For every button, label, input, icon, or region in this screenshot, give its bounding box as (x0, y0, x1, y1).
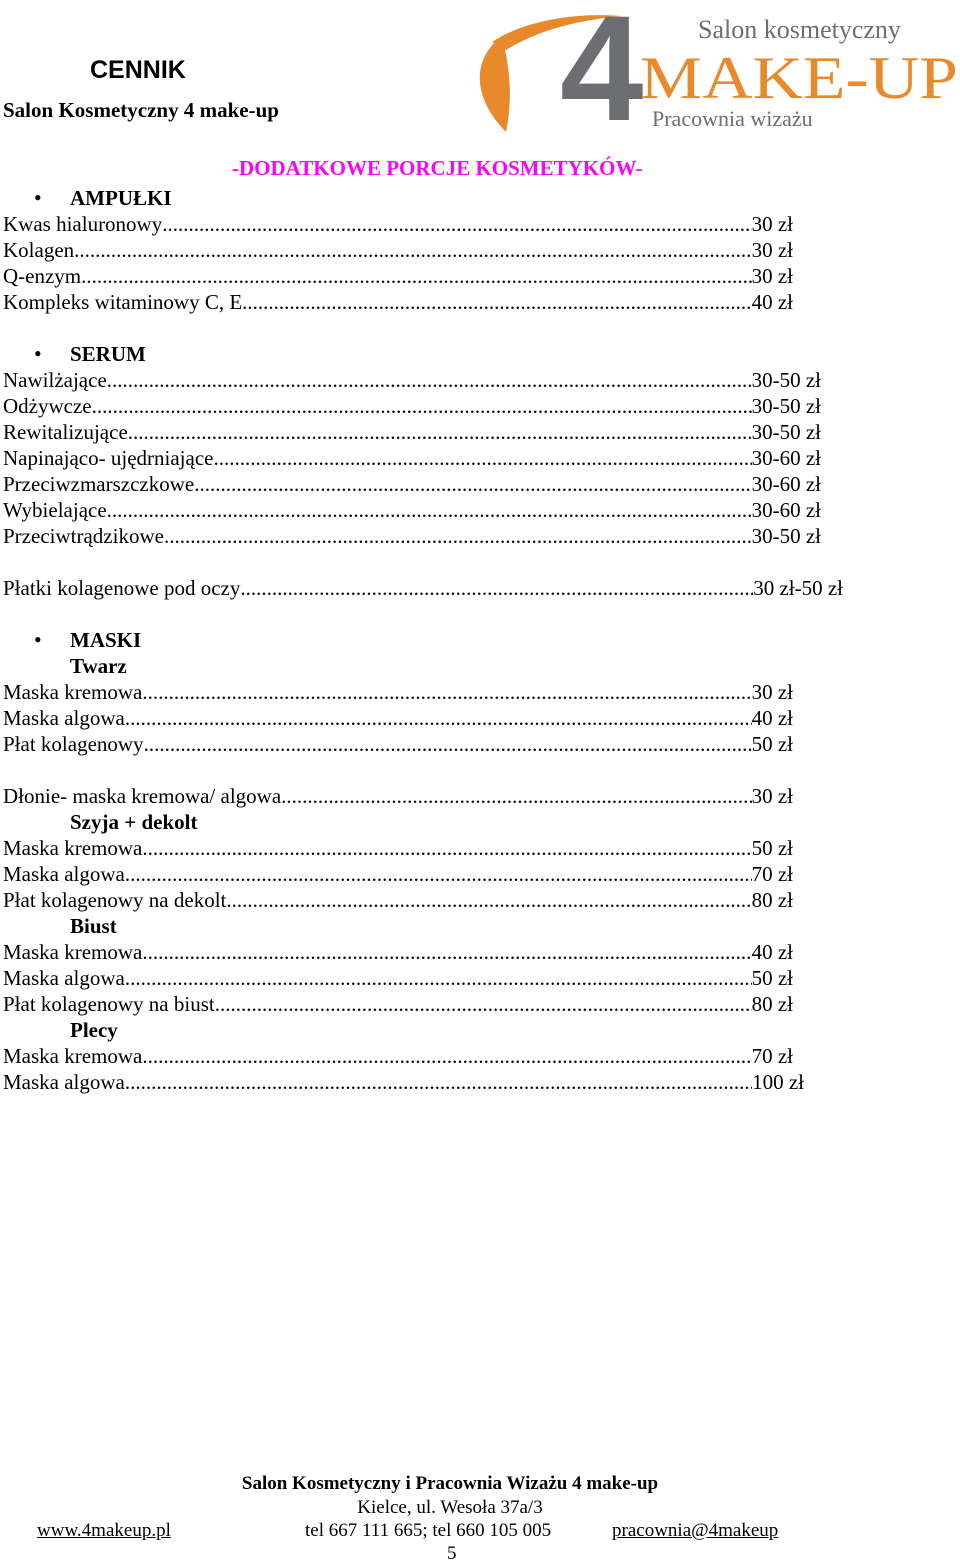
plecy-subheading: Plecy (70, 1018, 118, 1042)
price-row: Płat kolagenowy na biust ..... 80 zł (3, 992, 793, 1018)
salon-logo (462, 2, 960, 138)
price-row: Kwas hialuronowy ..... 30 zł (3, 212, 793, 238)
price-row: Maska algowa ..... 40 zł (3, 706, 793, 732)
price-row: Maska kremowa ..... 50 zł (3, 836, 793, 862)
price-row: Rewitalizujące ..... 30-50 zł (3, 420, 821, 446)
price-row: Nawilżające ..... 30-50 zł (3, 368, 821, 394)
price-row: Maska kremowa ..... 40 zł (3, 940, 793, 966)
price-row: Kolagen ..... 30 zł (3, 238, 793, 264)
szyja-subheading: Szyja + dekolt (70, 810, 198, 834)
price-row: Maska algowa ..... 70 zł (3, 862, 793, 888)
price-row: Wybielające ..... 30-60 zł (3, 498, 821, 524)
price-row: Odżywcze ..... 30-50 zł (3, 394, 821, 420)
price-row: Płatki kolagenowe pod oczy ..... 30 zł-50 zł (3, 576, 843, 602)
bullet-icon: • (34, 341, 42, 366)
price-row: Płat kolagenowy na dekolt ..... 80 zł (3, 888, 793, 914)
price-row: Maska algowa ..... 50 zł (3, 966, 793, 992)
price-row: Q-enzym ..... 30 zł (3, 264, 793, 290)
price-row: Maska kremowa ..... 70 zł (3, 1044, 793, 1070)
price-row: Dłonie- maska kremowa/ algowa ..... 30 zł (3, 784, 793, 810)
page-subtitle: Salon Kosmetyczny 4 make-up (3, 98, 279, 122)
price-row: Maska algowa ..... 100 zł (3, 1070, 804, 1096)
biust-subheading: Biust (70, 914, 117, 938)
price-row: Przeciwzmarszczkowe ..... 30-60 zł (3, 472, 821, 498)
bullet-icon: • (34, 627, 42, 652)
footer-address: Kielce, ul. Wesoła 37a/3 (357, 1497, 543, 1518)
price-row: Maska kremowa ..... 30 zł (3, 680, 793, 706)
price-row: Płat kolagenowy ..... 50 zł (3, 732, 793, 758)
price-row: Przeciwtrądzikowe ..... 30-50 zł (3, 524, 821, 550)
logo-line1: Salon kosmetyczny (698, 15, 901, 44)
footer-title: Salon Kosmetyczny i Pracownia Wizażu 4 make-up (241, 1473, 659, 1494)
footer-phones: tel 667 111 665; tel 660 105 005 (305, 1520, 552, 1541)
bullet-icon: • (34, 185, 42, 210)
logo-numeral: 4 (560, 2, 644, 138)
twarz-subheading: Twarz (70, 654, 127, 678)
price-row: Kompleks witaminowy C, E ..... 40 zł (3, 290, 793, 316)
page-number: 5 (447, 1543, 457, 1564)
page-title: CENNIK (90, 56, 186, 84)
logo-brand: MAKE-UP (640, 45, 958, 111)
email-link[interactable]: pracownia@4makeup (612, 1520, 779, 1541)
price-row: Napinająco- ujędrniające ..... 30-60 zł (3, 446, 821, 472)
logo-line3: Pracownia wizażu (652, 106, 813, 131)
section-title: -DODATKOWE PORCJE KOSMETYKÓW- (232, 156, 643, 180)
website-link[interactable]: www.4makeup.pl (37, 1520, 171, 1541)
